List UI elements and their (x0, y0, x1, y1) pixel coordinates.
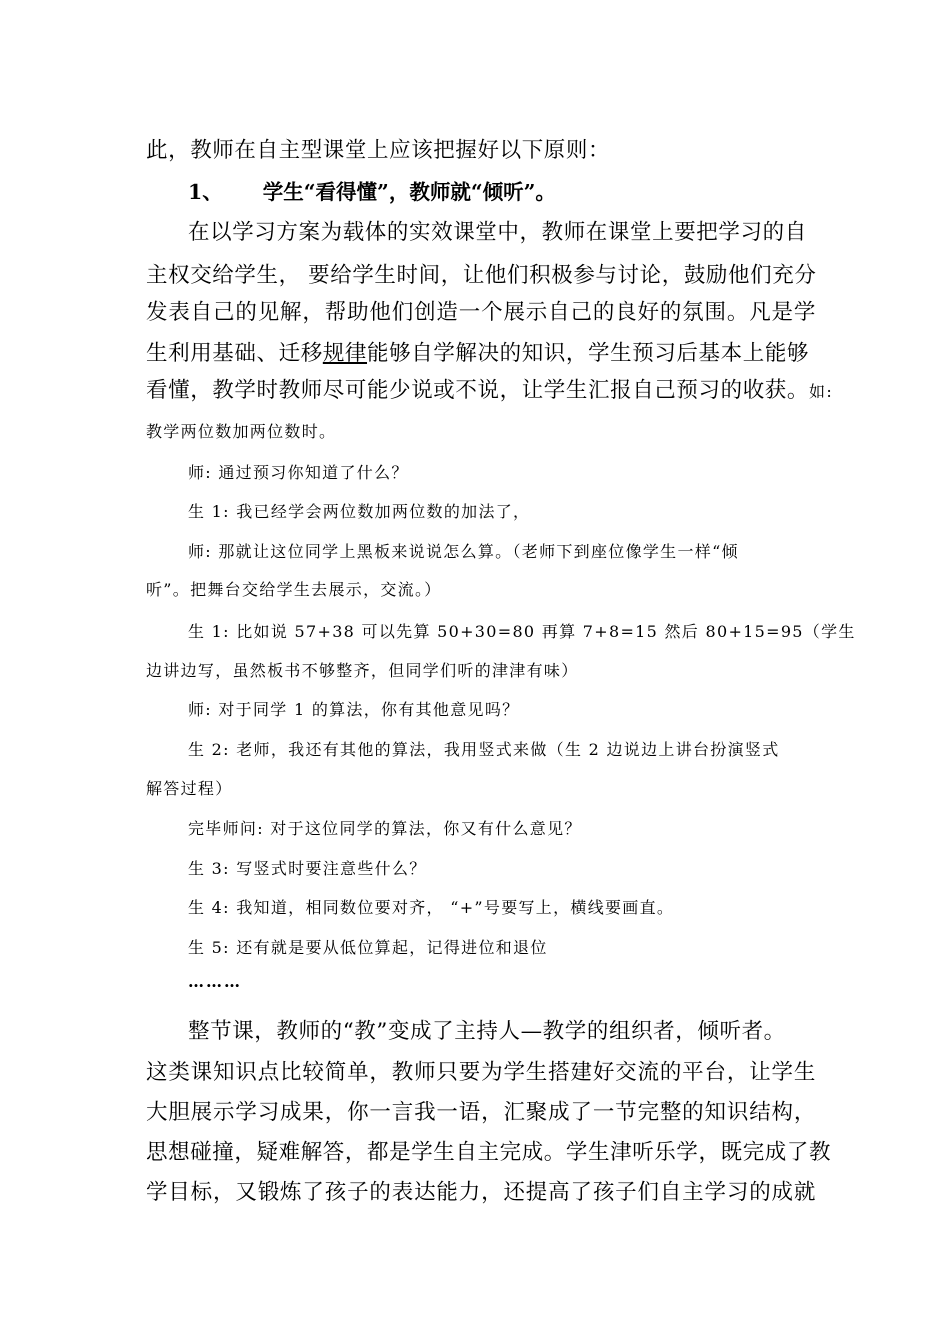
section-heading (188, 175, 858, 205)
dialogue-line: 解答过程） (146, 779, 233, 798)
paragraph-text: 看懂，教学时教师尽可能少说或不说，让学生汇报自己预习的收获。 (146, 378, 810, 403)
paragraph-text: 生利用基础、迁移 (146, 341, 323, 366)
dialogue-line: 生 2: 老师，我还有其他的算法，我用竖式来做（生 2 边说边上讲台扮演竖式 (188, 740, 780, 759)
dialogue-line: 师: 那就让这位同学上黑板来说说怎么算。（老师下到座位像学生一样“倾 (188, 542, 739, 561)
conclusion-line: 整节课，教师的“教”变成了主持人—教学的组织者，倾听者。 (188, 1019, 786, 1044)
paragraph-line: 发表自己的见解，帮助他们创造一个展示自己的良好的氛围。凡是学 (146, 300, 816, 325)
intro-line: 此，教师在自主型课堂上应该把握好以下原则： (146, 138, 611, 163)
heading-text: 学生“看得懂”，教师就“倾听”。 (262, 180, 556, 204)
dialogue-line: 听”。把舞台交给学生去展示，交流。） (146, 580, 442, 599)
dialogue-line: 生 5: 还有就是要从低位算起，记得进位和退位 (188, 938, 548, 957)
dialogue-line: 师: 通过预习你知道了什么？ (188, 463, 409, 482)
paragraph-line (146, 336, 816, 367)
dialogue-line: 生 3: 写竖式时要注意些什么？ (188, 859, 427, 878)
paragraph-line: 在以学习方案为载体的实效课堂中，教师在课堂上要把学习的自 (188, 220, 807, 245)
dialogue-line: 师: 对于同学 1 的算法，你有其他意见吗？ (188, 700, 520, 719)
dialogue-line: 生 4: 我知道，相同数位要对齐， “+”号要写上，横线要画直。 (188, 898, 675, 917)
dialogue-line: 完毕师问: 对于这位同学的算法，你又有什么意见？ (188, 819, 582, 838)
dialogue-line: 生 1: 比如说 57+38 可以先算 50+30=80 再算 7+8=15 然后 80+15=95（学生 (188, 622, 856, 641)
paragraph-line: 主权交给学生， 要给学生时间，让他们积极参与讨论，鼓励他们充分 (146, 263, 817, 288)
paragraph-line: 教学两位数加两位数时。 (146, 422, 337, 441)
paragraph-line (146, 373, 834, 404)
dialogue-line: 边讲边写，虽然板书不够整齐，但同学们听的津津有味） (146, 661, 579, 680)
heading-number: 1、 (188, 180, 223, 204)
paragraph-text: 能够自学解决的知识，学生预习后基本上能够 (367, 341, 810, 366)
conclusion-line: 这类课知识点比较简单，教师只要为学生搭建好交流的平台，让学生 (146, 1060, 816, 1085)
conclusion-line: 思想碰撞，疑难解答，都是学生自主完成。学生津听乐学，既完成了教 (146, 1140, 832, 1165)
conclusion-line: 学目标，又锻炼了孩子的表达能力，还提高了孩子们自主学习的成就 (146, 1180, 816, 1205)
ellipsis: ……… (188, 972, 242, 991)
paragraph-text: 如: (809, 382, 834, 401)
conclusion-line: 大胆展示学习成果，你一言我一语，汇聚成了一节完整的知识结构， (146, 1100, 816, 1125)
hyperlink-guilv[interactable]: 规律 (322, 341, 368, 366)
dialogue-line: 生 1: 我已经学会两位数加两位数的加法了， (188, 502, 531, 521)
